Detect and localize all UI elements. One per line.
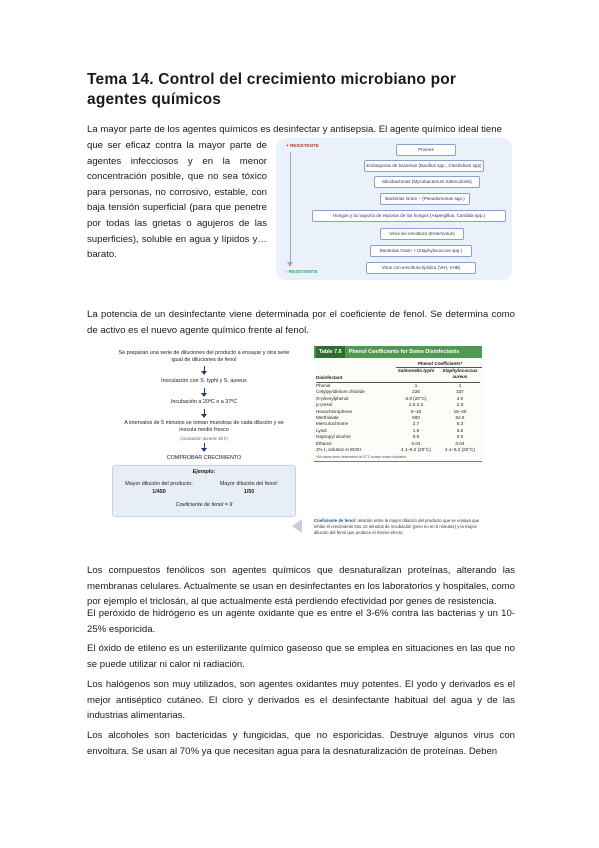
table-cell-value: 228 <box>412 389 420 395</box>
resistance-item: Bacterias Gram – (Pseudomonas spp.) <box>380 193 470 205</box>
table-cell-value: 2.0 2.3 <box>408 402 424 408</box>
table-cell-value: 2.7 <box>412 421 420 427</box>
table-col-salmonella: Salmonella typhi <box>397 368 435 373</box>
flow-arrow-icon <box>202 443 206 453</box>
table-tag: Table 7.6 <box>316 346 345 358</box>
flow-arrow-icon <box>202 409 206 419</box>
example-phenol-value: 1/50 <box>243 489 255 495</box>
resistance-item: Virus sin envoltura (Enterovirus) <box>380 228 464 240</box>
page-title: Tema 14. Control del crecimiento microbiano por agentes químicos <box>87 71 457 108</box>
resistance-axis <box>290 152 291 264</box>
resistance-item: Virus con envoltura lipídica (VIH, VHB) <box>366 262 476 274</box>
example-product-label: Mayor dilución del producto: <box>125 481 193 487</box>
resistance-diagram <box>276 138 512 280</box>
example-result: Coeficiente de fenol = 9 <box>175 502 233 508</box>
table-row <box>316 447 480 453</box>
table-header <box>314 346 482 358</box>
example-title: Ejemplo: <box>192 469 216 475</box>
table-cell-value: 15–40 <box>453 408 467 414</box>
flow-step-sampling-note: (incubación durante 48 h) <box>180 436 228 441</box>
table-cell-name: Lysol <box>316 427 327 433</box>
example-phenol-dilution <box>207 480 291 496</box>
example-product-dilution <box>117 480 201 496</box>
paragraph-hydrogen-peroxide: El peróxido de hidrógeno es un agente oxidante que es entre el 3-6% contra las bacterias y un 10-25% esporicida. <box>87 608 515 635</box>
table-cell-name: Mercurochrome <box>316 421 349 427</box>
table-cell-value: 0.04 <box>455 440 465 446</box>
table-col-disinfectant: Disinfectant <box>316 375 343 380</box>
table-cell-value: 600 <box>412 414 420 420</box>
table-cell-name: Phenol <box>316 383 331 388</box>
phenol-coefficient-table <box>314 346 482 462</box>
table-cell-name: Merthiolate <box>316 414 339 420</box>
paragraph-phenolics: Los compuestos fenólicos son agentes químicos que desnaturalizan proteínas, alterando las membranas celulares. Actualmente se usan en desinfectantes en los laboratorios y hospitales, como por ejemplo el triclosán, al que actualmente está perdiendo efectividad por genes de resistencia. <box>87 565 515 608</box>
intro-first-line: La mayor parte de los agentes químicos es desinfectar y antisepsia. El agente químico ideal tiene <box>87 124 502 135</box>
table-cell-value: 337 <box>456 389 464 395</box>
table-cell-value: 5–15 <box>410 408 422 414</box>
table-column-headers <box>316 360 480 383</box>
table-title: Phenol Coefficients for Some Disinfectants <box>348 349 460 355</box>
flow-step-inoculation: Inoculación con S. typhi y S. aureus <box>161 378 247 384</box>
most-resistant-label: + RESISTENTE <box>286 143 319 148</box>
example-phenol-label: Mayor dilución del fenol: <box>219 481 279 487</box>
table-cell-value: 5.3 <box>456 421 464 427</box>
flow-arrow-icon <box>202 366 206 376</box>
table-cell-name: 2% I₂ solution in EtOH <box>316 446 362 452</box>
flow-step-incubation: Incubación a 20ºC o a 37ºC <box>170 399 238 405</box>
pointer-arrow-icon <box>292 519 302 533</box>
table-cell-value: 4.1–5.2 (20°C) <box>445 446 475 452</box>
table-cell-value: 4.1–5.2 (20°C) <box>401 446 431 452</box>
least-resistant-label: - RESISTENTE <box>286 269 318 274</box>
table-rows <box>316 383 480 453</box>
table-cell-value: 62.5 <box>455 414 465 420</box>
intro-wrapped-text: que ser eficaz contra la mayor parte de agentes infecciosos y en la menor concentración posible, que no sea tóxico para personas, no corrosivo, estable, con baja tensión superficial (para que penetre por todas las grietas o agujeros de las superficies), soluble en agua y lípidos y… barato. <box>87 140 267 261</box>
table-cell-value: 5.6 (20°C) <box>405 395 427 401</box>
resistance-item: Micobacterias (Mycobacterium tuberculosis) <box>374 176 480 188</box>
table-cell-value: 2.3 <box>456 402 464 408</box>
table-cell-value: 0.04 <box>411 440 421 446</box>
table-cell-name: Isopropyl alcohol <box>316 434 351 440</box>
flow-step-dilutions: Se preparan una serie de diluciones del producto a ensayar y otra serie igual de diluciones de fenol <box>118 350 290 363</box>
table-cell-name: Hexachlorophene <box>316 408 353 414</box>
table-footnote: *All values were determined at 37°C except where indicated. <box>316 455 407 460</box>
table-cell-name: O-phenylphenol <box>316 395 349 401</box>
table-cell-value: 1 <box>414 383 418 388</box>
example-product-value: 1/450 <box>152 489 166 495</box>
phenol-example-box <box>112 465 296 517</box>
table-cell-name: p-cresol <box>316 402 333 408</box>
caption-text: relación entre la mayor dilución del producto que se ensaya que inhibe el crecimiento tras 10 minutos de incubación (pero no en 5 minutos) y la mayor dilución del fenol que produce el mismo efecto. <box>314 518 480 535</box>
flow-step-sampling: A intervalos de 5 minutos se toman muestras de cada dilución y se inocula medio fresco <box>124 420 284 433</box>
phenol-caption <box>314 518 484 536</box>
flow-step-check-growth: COMPROBAR CRECIMIENTO <box>166 455 242 461</box>
caption-term: Coeficiente de fenol: <box>314 518 357 523</box>
phenol-coefficient-paragraph: La potencia de un desinfectante viene determinada por el coeficiente de fenol. Se determina como de activo es el nuevo agente químico frente al fenol. <box>87 309 515 336</box>
table-cell-value: 0.5 <box>456 434 464 440</box>
table-cell-name: Cetylpyridinium chloride <box>316 389 365 395</box>
resistance-item: Hongos y la mayoría de esporas de los hongos (Aspergillus, Candida spp.) <box>312 210 506 222</box>
resistance-item: Endosporas de bacterias (Bacillus spp., Clostridium spp) <box>364 160 484 172</box>
table-cell-value: 1.9 <box>412 427 420 433</box>
table-cell-value: 1 <box>458 383 462 388</box>
table-group-header: Phenol Coefficients* <box>417 361 463 366</box>
resistance-arrow-icon <box>287 262 293 267</box>
resistance-item: Bacterias Gram + (Staphylococcus spp.) <box>370 245 472 257</box>
table-cell-value: 4.0 <box>456 395 464 401</box>
resistance-item: Priones <box>396 144 456 156</box>
table-col-staphylococcus: Staphylococcus aureus <box>442 368 478 379</box>
table-cell-name: Ethanol <box>316 440 332 446</box>
table-cell-value: 0.6 <box>412 434 420 440</box>
table-cell-value: 3.5 <box>456 427 464 433</box>
paragraph-halogens: Los halógenos son muy utilizados, son agentes oxidantes muy potentes. El yodo y derivados es el mejor antiséptico cutáneo. El cloro y derivados es el desinfectante habitual del agua y de las industrias alimentarias. <box>87 679 515 722</box>
flow-arrow-icon <box>202 388 206 398</box>
table-body <box>314 358 482 462</box>
paragraph-alcohols: Los alcoholes son bactericidas y fungicidas, que no esporicidas. Destruye algunos virus con envoltura. Se usan al 70% ya que necesitan agua para la desnaturalización de proteínas. Deben <box>87 730 515 757</box>
paragraph-ethylene-oxide: El óxido de etileno es un esterilizante químico gaseoso que se emplea en situaciones en las que no se puede utilizar ni calor ni radiación. <box>87 643 515 670</box>
